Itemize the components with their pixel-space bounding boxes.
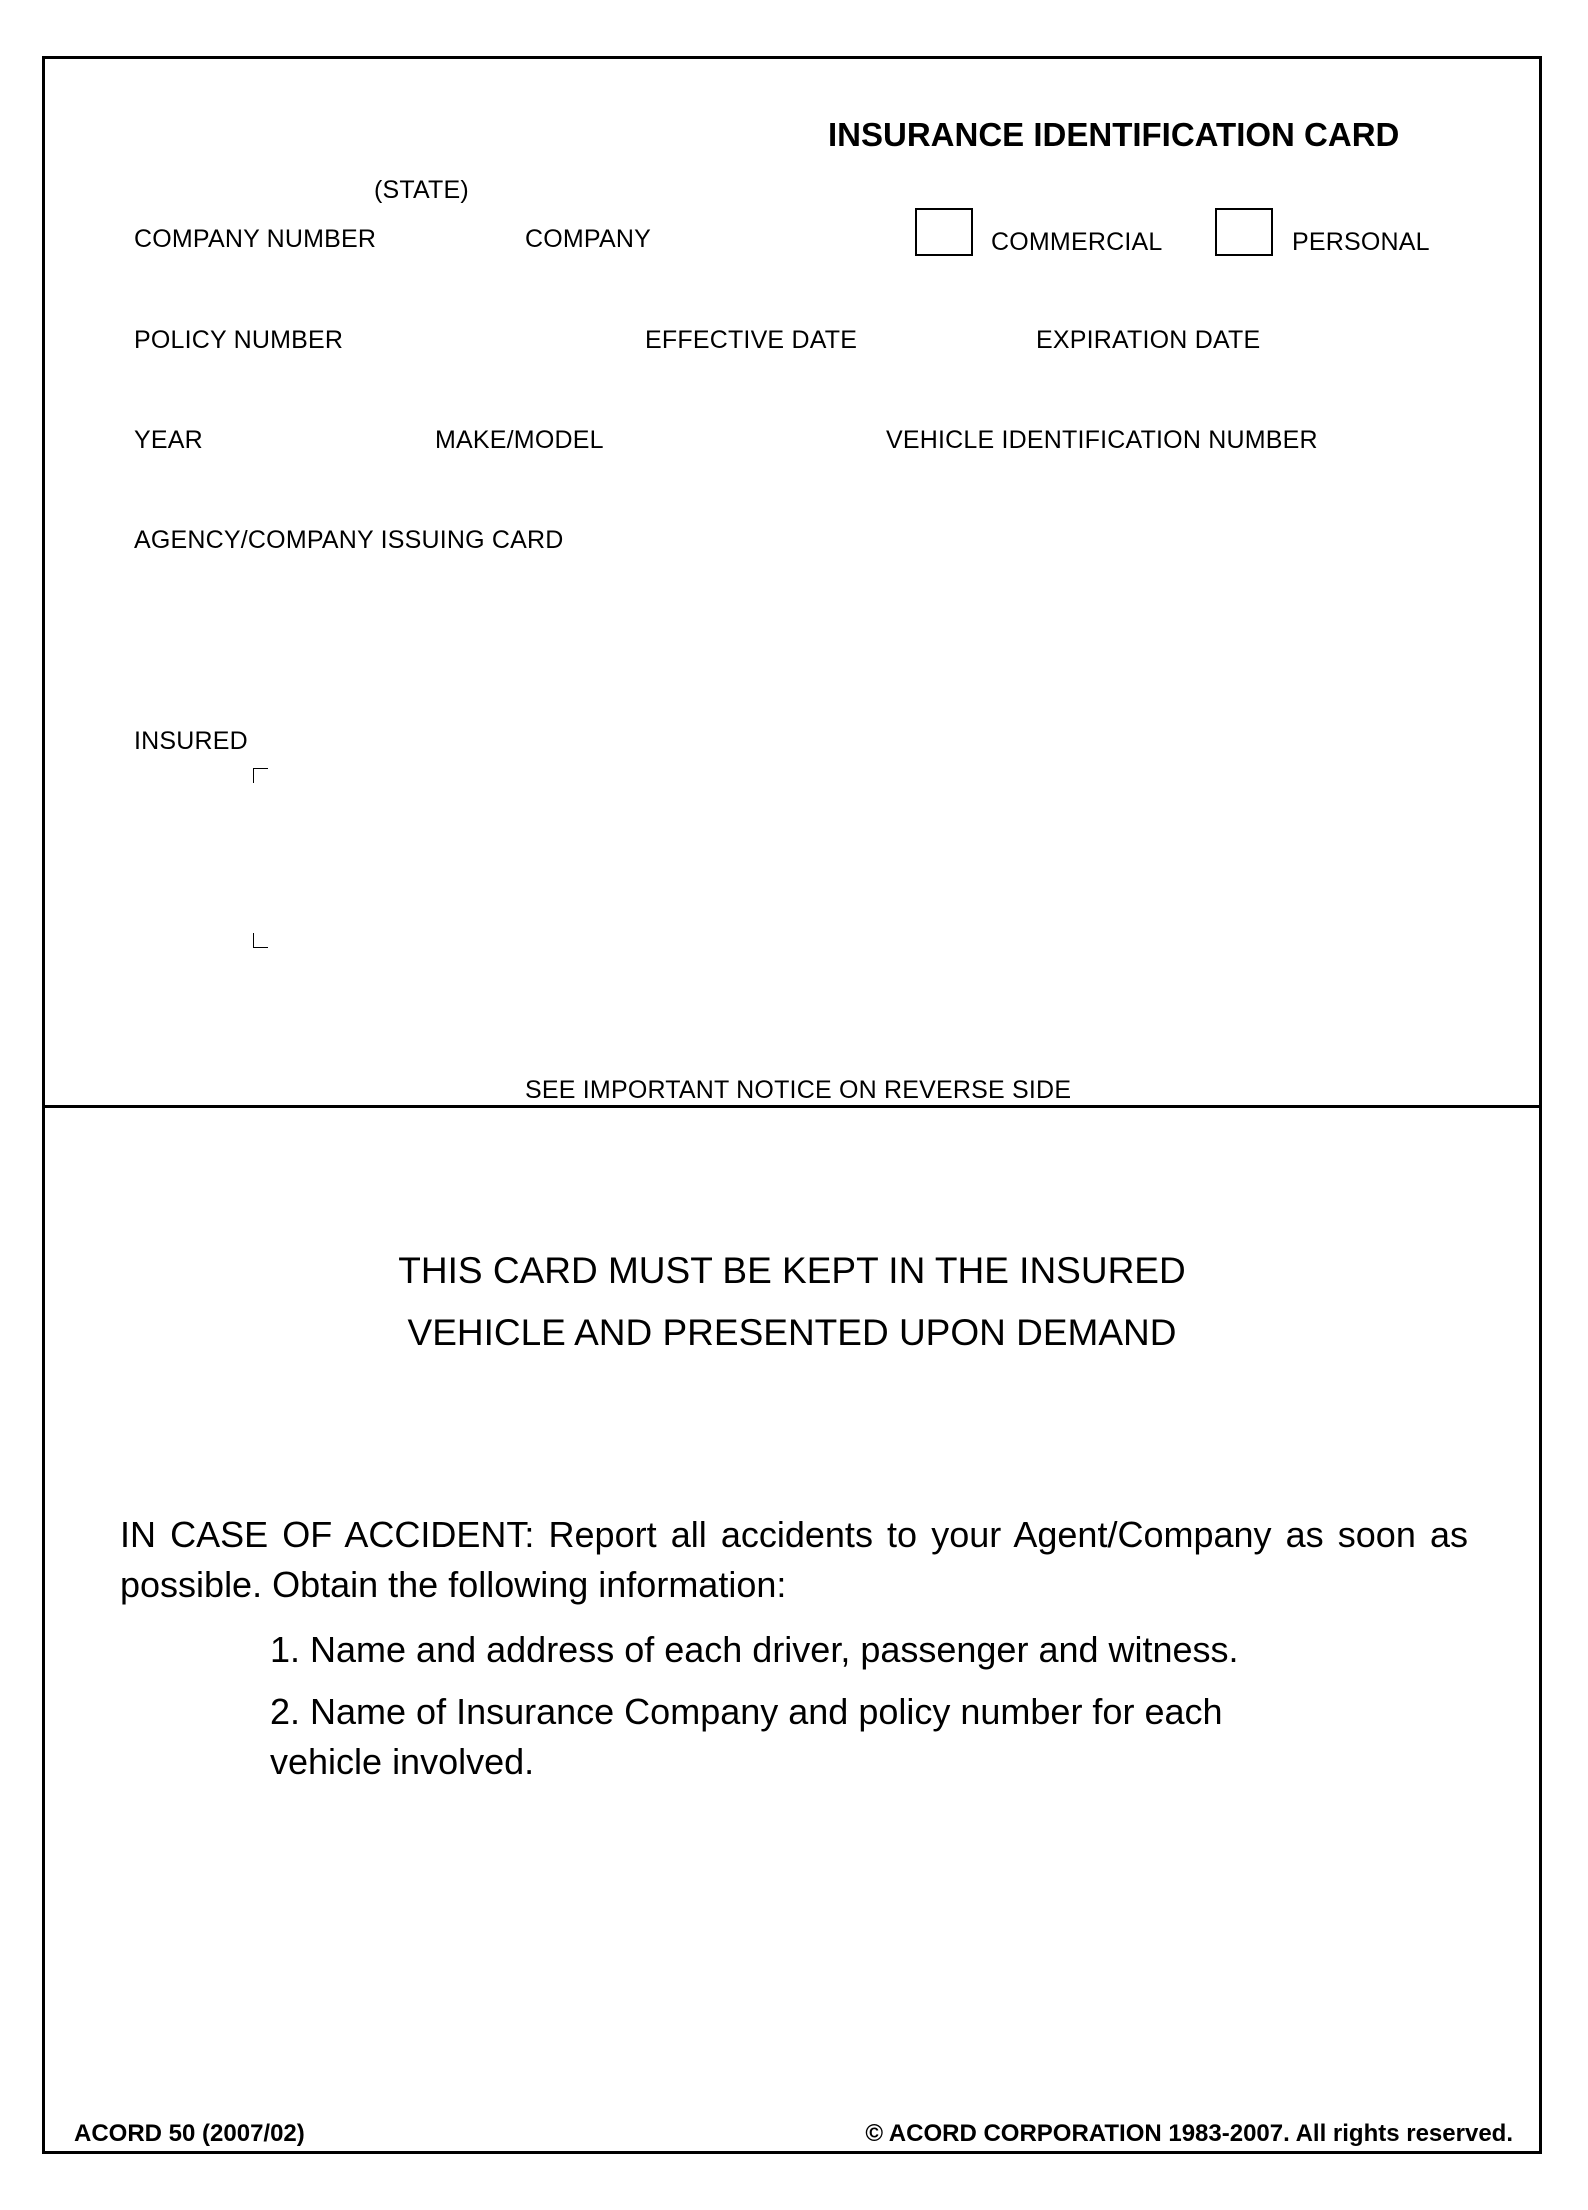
- company-number-label: COMPANY NUMBER: [134, 225, 377, 253]
- personal-checkbox[interactable]: [1215, 208, 1273, 256]
- accident-instructions: IN CASE OF ACCIDENT: Report all accidents to your Agent/Company as soon as possible. Obtain the following information:: [120, 1514, 1468, 1605]
- address-window-bottom-corner: [253, 933, 268, 948]
- commercial-label: COMMERCIAL: [991, 228, 1163, 256]
- reverse-side-notice: SEE IMPORTANT NOTICE ON REVERSE SIDE: [525, 1076, 1072, 1104]
- agency-label: AGENCY/COMPANY ISSUING CARD: [134, 526, 564, 554]
- vin-label: VEHICLE IDENTIFICATION NUMBER: [886, 426, 1318, 454]
- commercial-checkbox[interactable]: [915, 208, 973, 256]
- card-fold-divider: [42, 1105, 1542, 1108]
- effective-date-label: EFFECTIVE DATE: [645, 326, 858, 354]
- keep-in-vehicle-line-1: THIS CARD MUST BE KEPT IN THE INSURED: [398, 1250, 1186, 1291]
- state-label: (STATE): [374, 176, 469, 204]
- form-id: ACORD 50 (2007/02): [74, 2120, 305, 2147]
- year-label: YEAR: [134, 426, 203, 454]
- make-model-label: MAKE/MODEL: [435, 426, 604, 454]
- company-label: COMPANY: [525, 225, 651, 253]
- keep-in-vehicle-line-2: VEHICLE AND PRESENTED UPON DEMAND: [407, 1312, 1177, 1353]
- expiration-date-label: EXPIRATION DATE: [1036, 326, 1261, 354]
- policy-number-label: POLICY NUMBER: [134, 326, 344, 354]
- copyright: © ACORD CORPORATION 1983-2007. All rights reserved.: [865, 2120, 1513, 2147]
- list-item-2: 2. Name of Insurance Company and policy number for each vehicle involved.: [270, 1691, 1223, 1782]
- card-title: INSURANCE IDENTIFICATION CARD: [828, 116, 1400, 153]
- personal-label: PERSONAL: [1292, 228, 1430, 256]
- address-window-top-corner: [253, 768, 268, 783]
- insured-label: INSURED: [134, 727, 248, 755]
- list-item-1: 1. Name and address of each driver, passenger and witness.: [270, 1629, 1239, 1670]
